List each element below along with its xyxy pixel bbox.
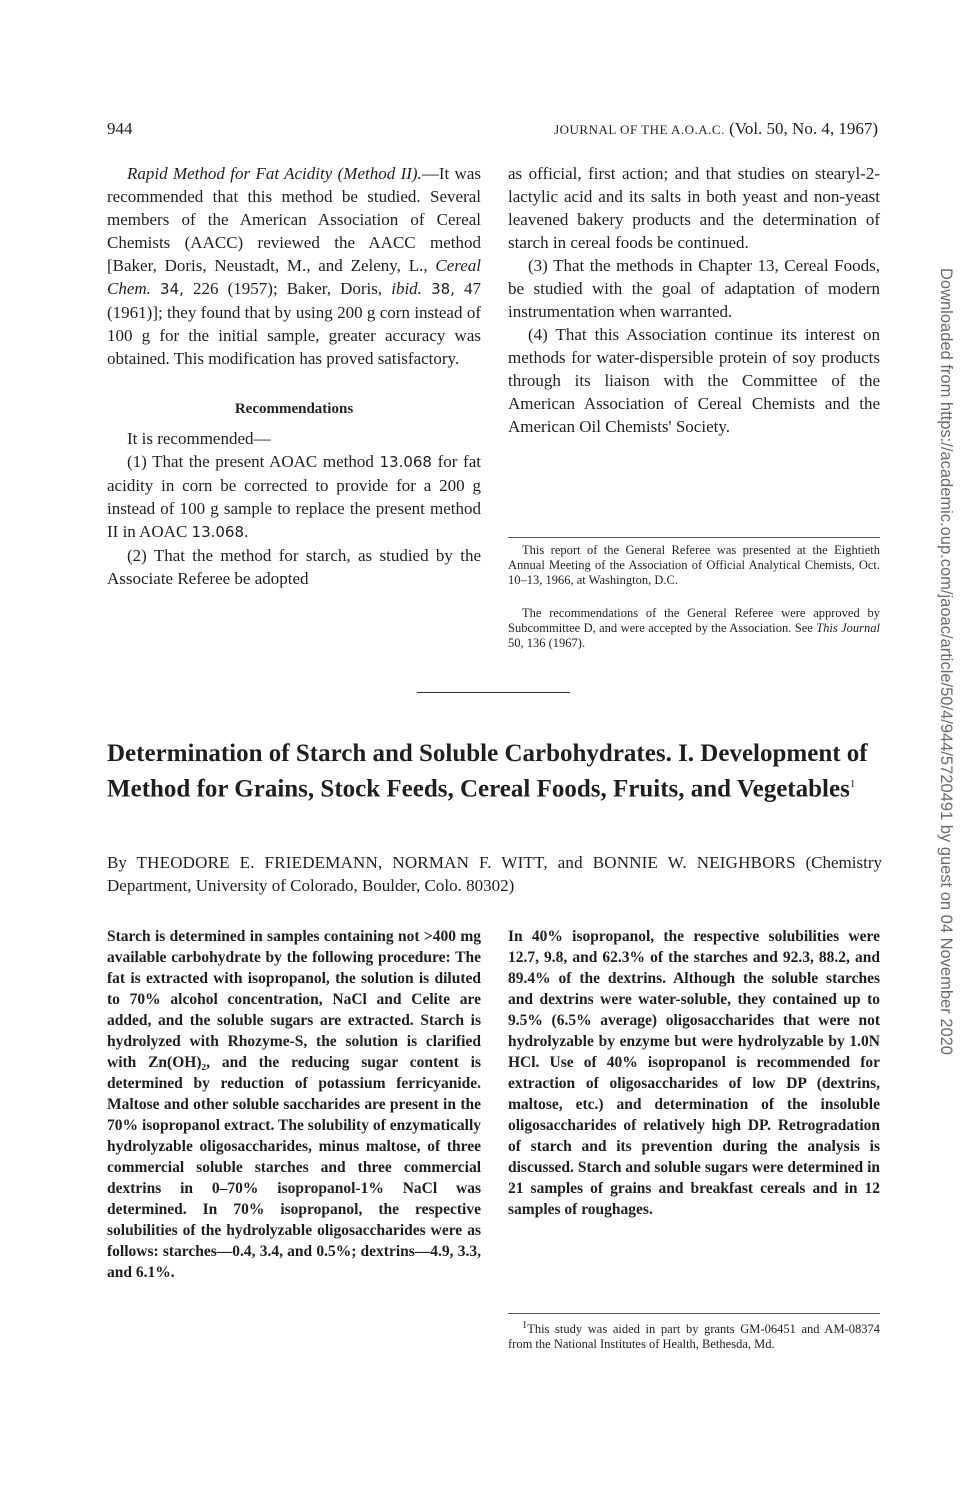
recommendation-3: (3) That the methods in Chapter 13, Cereal Foods, be studied with the goal of adaptation of modern instrumentation when warranted. — [508, 256, 880, 321]
journal-name: JOURNAL OF THE A.O.A.C. — [554, 122, 725, 137]
volume-info: (Vol. 50, No. 4, 1967) — [729, 119, 878, 138]
page-number: 944 — [107, 119, 133, 138]
recommendations-intro: It is recommended— — [127, 429, 271, 448]
right-column-top — [508, 162, 880, 438]
recommendation-4: (4) That this Association continue its interest on methods for water-dispersible protein of soy products through its liaison with the Committee of the American Association of Cereal Chemists and the American Oil Chemists' Society. — [508, 325, 880, 436]
byline: By THEODORE E. FRIEDEMANN, NORMAN F. WITT, and BONNIE W. NEIGHBORS (Chemistry Department, University of Colorado, Boulder, Colo. 80302) — [107, 853, 883, 895]
fat-acidity-paragraph: Rapid Method for Fat Acidity (Method II).—It was recommended that this method be studied. Several members of the American Association of Cereal Chemists (AACC) reviewed the AACC method [Baker, Doris, Neustadt, M., and Zeleny, L., Cereal Chem. 34, 226 (1957); Baker, Doris, ibid. 38, 47 (1961)]; they found that by using 200 g corn instead of 100 g for the initial sample, greater accuracy was obtained. This modification has proved satisfactory. — [107, 164, 482, 368]
footnote-approval: The recommendations of the General Referee were approved by Subcommittee D, and were accepted by the Association. See This Journal 50, 136 (1967). — [508, 606, 880, 650]
download-watermark: Downloaded from https://academic.oup.com/jaoac/article/50/4/944/5720491 by guest on 04 November 2020 — [937, 268, 955, 1055]
footnote-rule — [508, 537, 880, 538]
recommendation-2-continued: as official, first action; and that studies on stearyl-2-lactylic acid and its salts in both yeast and non-yeast leavened bakery products and the determination of starch in cereal foods be continued. — [508, 164, 880, 252]
affiliation: (Chemistry Department, University of Colorado, Boulder, Colo. 80302) — [107, 853, 883, 895]
article-title: Determination of Starch and Soluble Carbohydrates. I. Development of Method for Grains, Stock Feeds, Cereal Foods, Fruits, and Vegetables$^1$ — [107, 740, 868, 803]
authors: THEODORE E. FRIEDEMANN, NORMAN F. WITT, and BONNIE W. NEIGHBORS — [136, 853, 796, 872]
recommendations-heading: Recommendations — [234, 401, 354, 417]
abstract-right: In 40% isopropanol, the respective solubilities were 12.7, 9.8, and 62.3% of the starches and 92.3, 88.2, and 89.4% of the dextrins. Although the soluble starches and dextrins were water-soluble, they contained up to 9.5% (6.5% average) oligosaccharides that were not hydrolyzable by enzyme but were hydrolyzable by 1.0N HCl. Use of 40% isopropanol is recommended for extraction of oligosaccharides of low DP (dextrins, maltose, etc.) and determination of the insoluble oligosaccharides of relatively high DP. Retrogradation of starch and its prevention during the analysis is discussed. Starch and soluble sugars were determined in 21 samples of grains and breakfast cereals and in 12 samples of roughages. — [508, 928, 880, 1218]
paragraph-run-in-title: Rapid Method for Fat Acidity (Method II). — [127, 164, 422, 183]
left-column-top — [107, 162, 481, 590]
running-head — [554, 119, 878, 139]
footnote-presentation: This report of the General Referee was presented at the Eightieth Annual Meeting of the Association of Official Analytical Chemists, Oct. 10–13, 1966, at Washington, D.C. — [508, 543, 880, 587]
recommendation-1: (1) That the present AOAC method 13.068 for fat acidity in corn be corrected to provide for a 200 g instead of 100 g sample to replace the present method II in AOAC 13.068. — [107, 452, 481, 541]
abstract-left: Starch is determined in samples containing not >400 mg available carbohydrate by the following procedure: The fat is extracted with isopropanol, the solution is diluted to 70% alcohol concentration, NaCl and Celite are added, and the soluble sugars are extracted. Starch is hydrolyzed with Rhozyme-S, the solution is clarified with Zn(OH)₂, and the reducing sugar content is determined by reduction of potassium ferricyanide. Maltose and other soluble saccharides are present in the 70% isopropanol extract. The solubility of enzymatically hydrolyzable oligosaccharides, minus maltose, of three commercial soluble starches and three commercial dextrins in 0–70% isopropanol-1% NaCl was determined. In 70% isopropanol, the respective solubilities of the hydrolyzable oligosaccharides were as follows: starches—0.4, 3.4, and 0.5%; dextrins—4.9, 3.3, and 6.1%. — [107, 928, 481, 1281]
footnote-rule-2 — [508, 1313, 880, 1314]
article-divider — [417, 692, 570, 693]
footnote-grant: $^1$This study was aided in part by grants GM-06451 and AM-08374 from the National Institutes of Health, Bethesda, Md. — [508, 1320, 880, 1352]
recommendation-2: (2) That the method for starch, as studied by the Associate Referee be adopted — [107, 546, 481, 588]
title-footnote-marker: 1 — [849, 778, 856, 790]
